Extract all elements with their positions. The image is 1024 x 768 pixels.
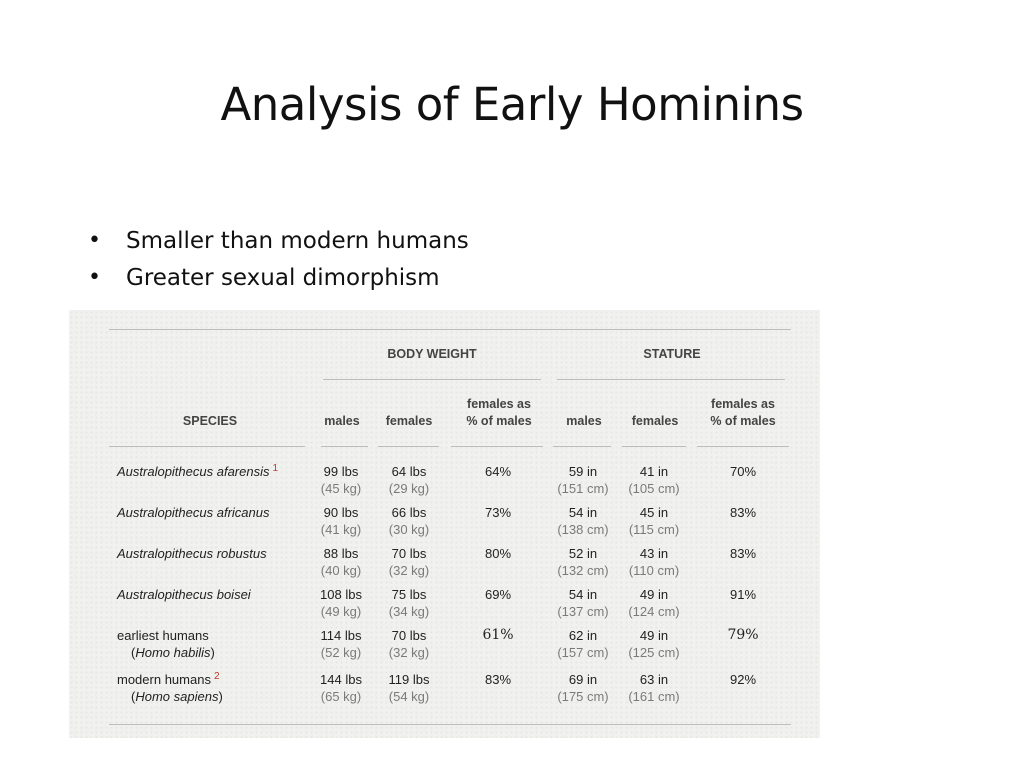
species-name: modern humans $^2$ (Homo sapiens) <box>117 671 223 704</box>
body-weight-females-cell: 66 lbs (30 kg) <box>388 505 430 537</box>
body-weight-rule <box>323 379 541 380</box>
footnote-marker: 1 <box>272 463 279 474</box>
body-weight-pct-cell: 80% <box>484 546 512 561</box>
body-weight-females-cell: 75 lbs (34 kg) <box>388 587 430 619</box>
body-weight-pct-cell: 61% <box>482 627 514 643</box>
col-rule <box>378 446 439 447</box>
body-weight-pct-cell: 83% <box>484 672 512 687</box>
stature-males-cell: 54 in (138 cm) <box>557 505 609 537</box>
species-name: Australopithecus boisei <box>117 587 251 602</box>
stature-pct-cell: 79% <box>727 627 759 643</box>
stature-males-cell: 52 in (132 cm) <box>557 546 609 578</box>
stature-rule <box>557 379 785 380</box>
bw-females-header: females <box>385 414 433 428</box>
body-weight-pct-cell: 64% <box>484 464 512 479</box>
body-weight-males-cell: 144 lbs (65 kg) <box>320 672 362 704</box>
body-weight-males-cell: 88 lbs (40 kg) <box>320 546 362 578</box>
stature-males-cell: 62 in (157 cm) <box>557 628 609 660</box>
stature-females-cell: 63 in (161 cm) <box>628 672 680 704</box>
body-weight-pct-cell: 69% <box>484 587 512 602</box>
body-weight-females-cell: 70 lbs (32 kg) <box>388 546 430 578</box>
st-females-header: females <box>631 414 679 428</box>
col-rule <box>622 446 686 447</box>
col-rule <box>697 446 789 447</box>
species-name: Australopithecus africanus <box>117 505 270 520</box>
body-weight-females-cell: 64 lbs (29 kg) <box>388 464 430 496</box>
species-name: Australopithecus robustus <box>117 546 267 561</box>
st-males-header: males <box>566 414 602 428</box>
body-weight-females-cell: 119 lbs (54 kg) <box>388 672 430 704</box>
col-rule <box>321 446 368 447</box>
col-rule <box>553 446 611 447</box>
species-column-header: SPECIES <box>182 414 238 428</box>
species-header-rule <box>109 446 305 447</box>
body-weight-males-cell: 114 lbs (52 kg) <box>320 628 362 660</box>
species-name: earliest humans (Homo habilis) <box>117 628 215 660</box>
footnote-marker: 2 <box>213 671 220 682</box>
species-name: Australopithecus afarensis $^1$ <box>117 463 279 479</box>
body-weight-header: BODY WEIGHT <box>387 347 477 361</box>
bullet-list <box>84 224 469 298</box>
slide-title: Analysis of Early Hominins <box>220 78 804 131</box>
bullet-icon: • <box>88 265 101 290</box>
stature-pct-cell: 91% <box>729 587 757 602</box>
stature-pct-cell: 70% <box>729 464 757 479</box>
body-weight-pct-cell: 73% <box>484 505 512 520</box>
stature-pct-cell: 83% <box>729 546 757 561</box>
stature-females-cell: 43 in (110 cm) <box>628 546 680 578</box>
bullet-item: • Smaller than modern humans <box>84 224 469 261</box>
body-weight-females-cell: 70 lbs (32 kg) <box>388 628 430 660</box>
bullet-icon: • <box>88 228 101 253</box>
stature-pct-cell: 92% <box>729 672 757 687</box>
col-rule <box>451 446 543 447</box>
body-weight-males-cell: 108 lbs (49 kg) <box>320 587 362 619</box>
stature-females-cell: 41 in (105 cm) <box>628 464 680 496</box>
stature-males-cell: 54 in (137 cm) <box>557 587 609 619</box>
table-top-rule <box>109 329 791 330</box>
stature-pct-cell: 83% <box>729 505 757 520</box>
hominin-comparison-table <box>69 310 820 738</box>
stature-header: STATURE <box>643 347 701 361</box>
bullet-item: • Greater sexual dimorphism <box>84 261 469 298</box>
body-weight-males-cell: 90 lbs (41 kg) <box>320 505 362 537</box>
stature-females-cell: 45 in (115 cm) <box>628 505 680 537</box>
table-bottom-rule <box>109 724 791 725</box>
bw-pct-header: females as % of males <box>466 397 532 428</box>
stature-females-cell: 49 in (124 cm) <box>628 587 680 619</box>
st-pct-header: females as % of males <box>710 397 776 428</box>
body-weight-males-cell: 99 lbs (45 kg) <box>320 464 362 496</box>
stature-females-cell: 49 in (125 cm) <box>628 628 680 660</box>
stature-males-cell: 69 in (175 cm) <box>557 672 609 704</box>
bw-males-header: males <box>324 414 360 428</box>
stature-males-cell: 59 in (151 cm) <box>557 464 609 496</box>
